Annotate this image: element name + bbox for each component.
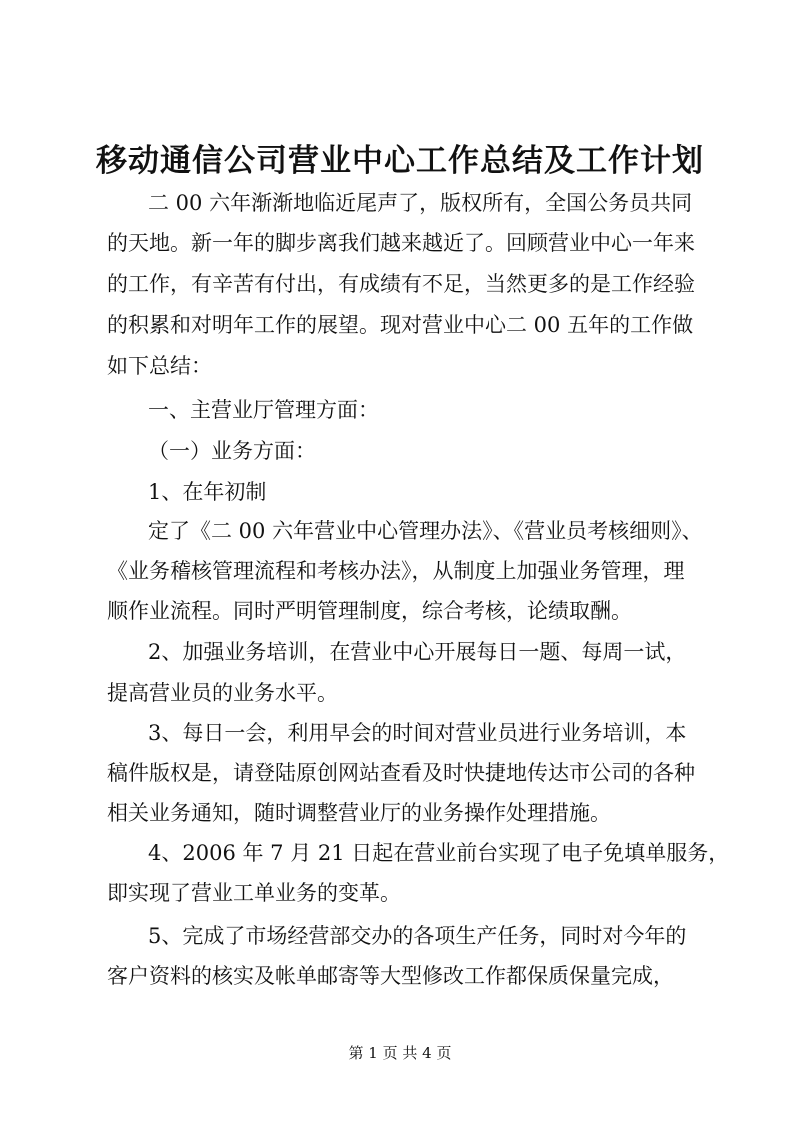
list-item-heading: 1、在年初制 [148,480,267,504]
list-item: 3、每日一会，利用早会的时间对营业员进行业务培训，本 [148,721,687,745]
list-item: 4、2006 年 7 月 21 日起在营业前台实现了电子免填单服务， [148,841,730,865]
list-item: 2、加强业务培训，在营业中心开展每日一题、每周一试， [148,640,687,664]
subsection-heading: （一）业务方面： [148,439,316,463]
body-line: 即实现了营业工单业务的变革。 [107,881,401,905]
body-line: 的工作，有辛苦有付出，有成绩有不足，当然更多的是工作经验 [107,272,695,296]
body-line: 客户资料的核实及帐单邮寄等大型修改工作都保质保量完成， [107,964,674,988]
body-line: 的天地。新一年的脚步离我们越来越近了。回顾营业中心一年来 [107,231,695,255]
list-item: 5、完成了市场经营部交办的各项生产任务，同时对今年的 [148,924,687,948]
body-line: 顺作业流程。同时严明管理制度，综合考核，论绩取酬。 [107,599,632,623]
document-title: 移动通信公司营业中心工作总结及工作计划 [96,143,704,179]
body-line: 《业务稽核管理流程和考核办法》，从制度上加强业务管理，理 [107,559,685,583]
section-heading: 一、主营业厅管理方面： [148,398,379,422]
body-line: 如下总结： [107,354,212,378]
body-line: 定了《二 00 六年营业中心管理办法》、《营业员考核细则》、 [148,519,703,543]
body-line: 稿件版权是，请登陆原创网站查看及时快捷地传达市公司的各种 [107,761,695,785]
body-line: 的积累和对明年工作的展望。现对营业中心二 00 五年的工作做 [107,313,694,337]
page-footer: 第 1 页 共 4 页 [348,1044,452,1062]
body-line: 二 00 六年渐渐地临近尾声了，版权所有，全国公务员共同 [148,191,693,215]
body-line: 相关业务通知，随时调整营业厅的业务操作处理措施。 [107,801,611,825]
body-line: 提高营业员的业务水平。 [107,681,338,705]
